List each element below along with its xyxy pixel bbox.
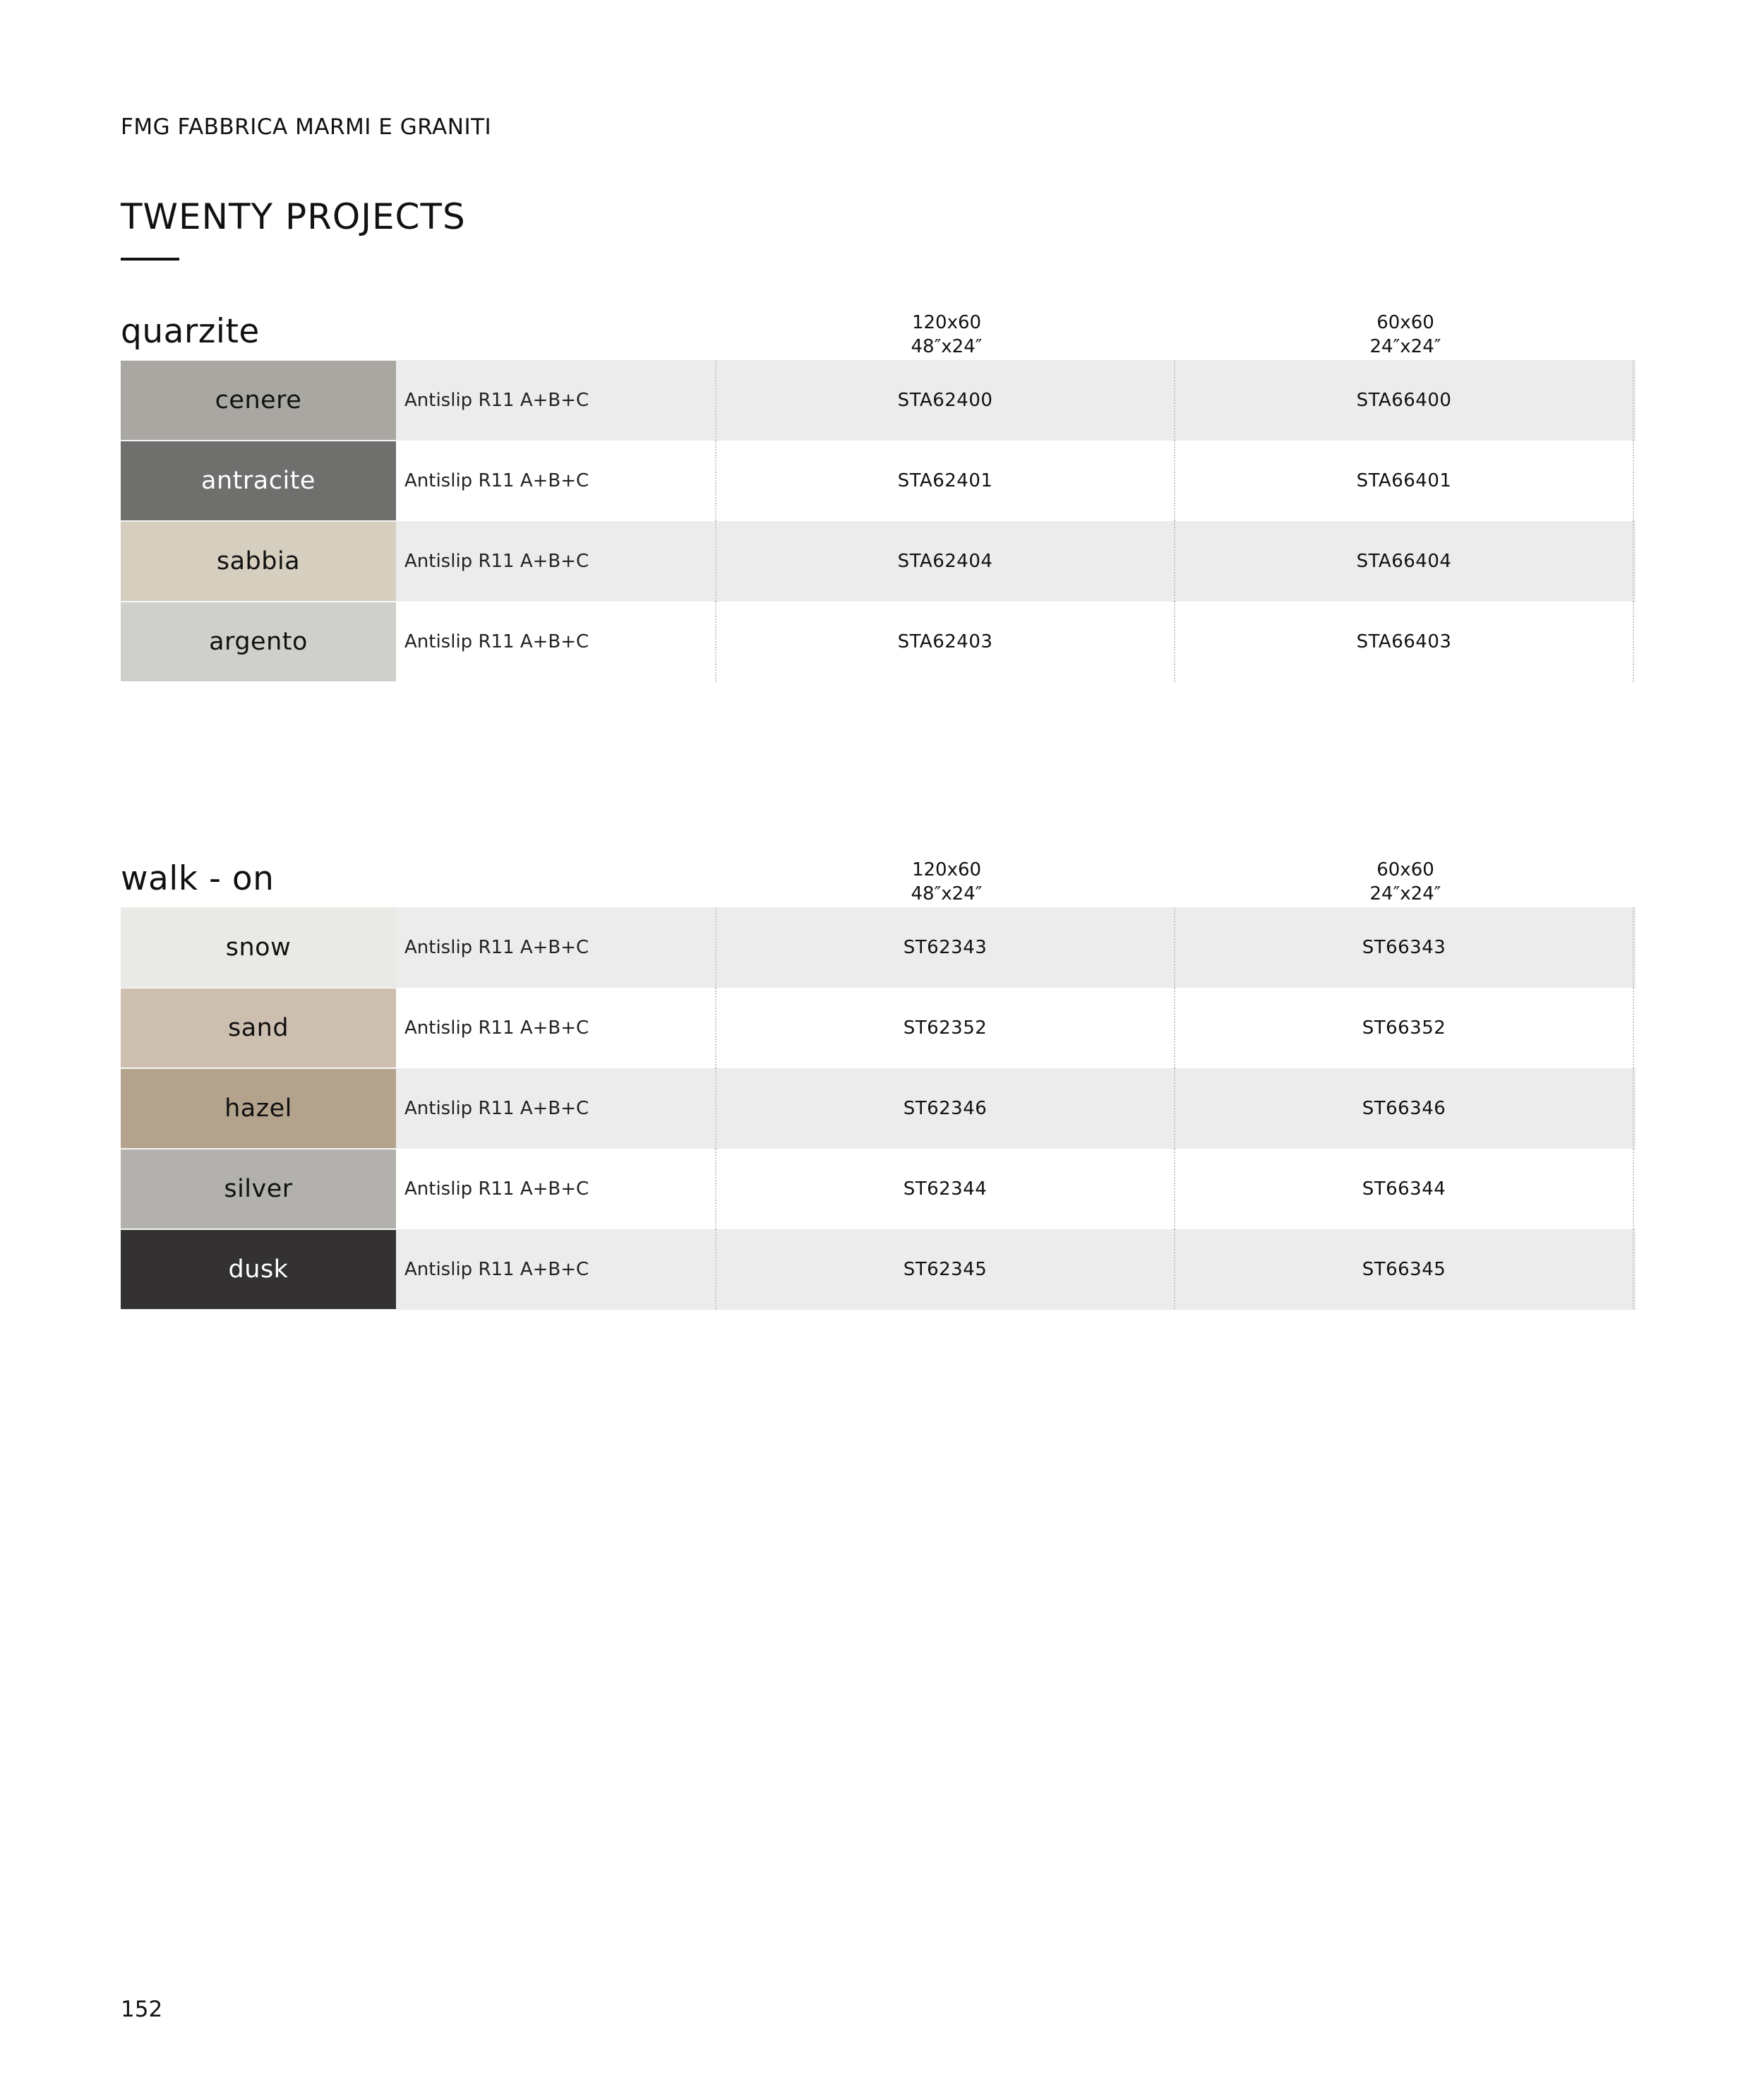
size-imperial: 24″x24″ xyxy=(1369,336,1441,357)
section-title: quarzite xyxy=(121,312,260,351)
code-60x60: ST66352 xyxy=(1175,988,1634,1068)
table-row xyxy=(121,1149,1636,1229)
size-metric: 120x60 xyxy=(911,859,982,880)
table-row xyxy=(121,521,1636,602)
code-120x60: ST62352 xyxy=(716,988,1175,1068)
color-swatch xyxy=(121,988,396,1068)
color-name: silver xyxy=(224,1175,293,1203)
color-name: argento xyxy=(209,628,308,656)
finish-cell: Antislip R11 A+B+C xyxy=(396,907,716,988)
color-swatch xyxy=(121,1069,396,1148)
color-swatch xyxy=(121,908,396,987)
size-metric: 120x60 xyxy=(911,312,982,333)
color-name: antracite xyxy=(201,467,316,495)
finish-cell: Antislip R11 A+B+C xyxy=(396,1229,716,1310)
code-120x60: ST62343 xyxy=(716,907,1175,988)
size-metric: 60x60 xyxy=(1376,859,1434,880)
finish-cell: Antislip R11 A+B+C xyxy=(396,1149,716,1229)
collection-title: TWENTY PROJECTS xyxy=(121,196,466,237)
table-row xyxy=(121,1068,1636,1149)
table-row xyxy=(121,441,1636,521)
finish-cell: Antislip R11 A+B+C xyxy=(396,360,716,441)
code-120x60: STA62404 xyxy=(716,521,1175,602)
code-60x60: ST66344 xyxy=(1175,1149,1634,1229)
color-name: dusk xyxy=(228,1255,289,1284)
size-header-60x60 xyxy=(1177,858,1634,906)
color-name: snow xyxy=(225,933,292,962)
code-60x60: ST66345 xyxy=(1175,1229,1634,1310)
finish-cell: Antislip R11 A+B+C xyxy=(396,988,716,1068)
code-120x60: ST62344 xyxy=(716,1149,1175,1229)
code-60x60: STA66404 xyxy=(1175,521,1634,602)
page-number: 152 xyxy=(121,1997,163,2022)
color-swatch xyxy=(121,361,396,440)
finish-cell: Antislip R11 A+B+C xyxy=(396,602,716,682)
code-60x60: ST66343 xyxy=(1175,907,1634,988)
size-header-120x60 xyxy=(718,858,1175,906)
size-header-60x60 xyxy=(1177,311,1634,359)
code-120x60: STA62403 xyxy=(716,602,1175,682)
table-row xyxy=(121,1229,1636,1310)
code-60x60: STA66400 xyxy=(1175,360,1634,441)
table-row xyxy=(121,907,1636,988)
color-name: hazel xyxy=(224,1094,292,1123)
code-120x60: ST62345 xyxy=(716,1229,1175,1310)
size-imperial: 48″x24″ xyxy=(911,336,983,357)
table-row xyxy=(121,360,1636,441)
code-120x60: ST62346 xyxy=(716,1068,1175,1149)
color-swatch xyxy=(121,522,396,601)
section-title: walk - on xyxy=(121,859,275,898)
table-row xyxy=(121,988,1636,1068)
finish-cell: Antislip R11 A+B+C xyxy=(396,521,716,602)
section-walk-on xyxy=(121,858,1636,1317)
size-metric: 60x60 xyxy=(1376,312,1434,333)
finish-cell: Antislip R11 A+B+C xyxy=(396,1068,716,1149)
color-swatch xyxy=(121,602,396,681)
size-imperial: 24″x24″ xyxy=(1369,883,1441,904)
section-quarzite xyxy=(121,311,1636,688)
color-name: sand xyxy=(227,1014,289,1042)
size-header-120x60 xyxy=(718,311,1175,359)
title-underline xyxy=(121,258,179,261)
table-row xyxy=(121,602,1636,682)
code-120x60: STA62400 xyxy=(716,360,1175,441)
finish-cell: Antislip R11 A+B+C xyxy=(396,441,716,521)
color-name: cenere xyxy=(215,386,302,414)
code-120x60: STA62401 xyxy=(716,441,1175,521)
color-swatch xyxy=(121,1149,396,1229)
code-60x60: STA66401 xyxy=(1175,441,1634,521)
code-60x60: STA66403 xyxy=(1175,602,1634,682)
color-name: sabbia xyxy=(216,547,301,575)
brand-name: FMG FABBRICA MARMI E GRANITI xyxy=(121,114,492,140)
code-60x60: ST66346 xyxy=(1175,1068,1634,1149)
color-swatch xyxy=(121,441,396,520)
size-imperial: 48″x24″ xyxy=(911,883,983,904)
color-swatch xyxy=(121,1230,396,1309)
